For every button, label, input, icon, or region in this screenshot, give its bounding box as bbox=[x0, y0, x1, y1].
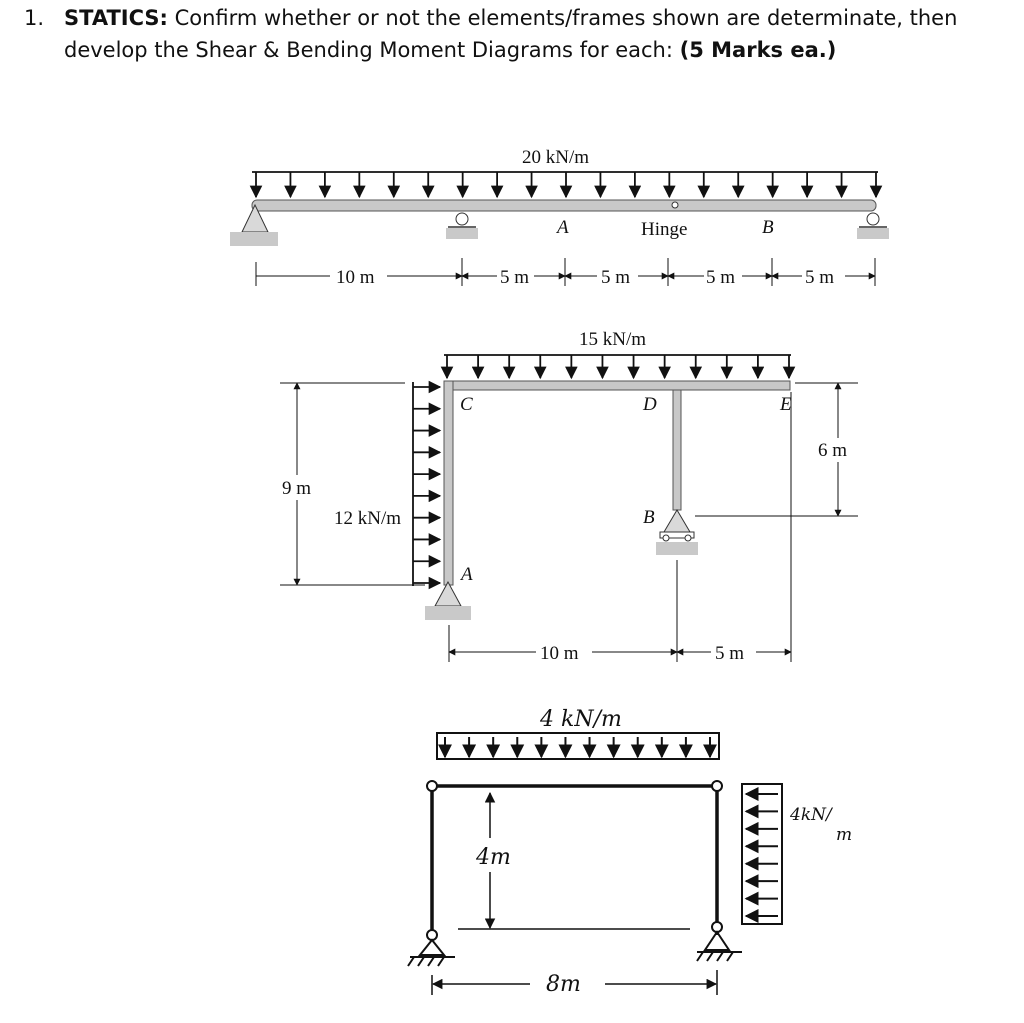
question-line-2-text: develop the Shear & Bending Moment Diagrams for each: bbox=[64, 38, 680, 62]
fig1-dim-3: 5 m bbox=[601, 267, 631, 288]
fig3-pin-support-right bbox=[697, 922, 742, 961]
fig1-hinge-label: Hinge bbox=[641, 219, 688, 240]
fig1-dim-1: 10 m bbox=[336, 267, 375, 288]
fig1-hinge-pin bbox=[672, 202, 678, 208]
fig3-side-load-unit: m bbox=[836, 825, 853, 845]
marks-label: (5 Marks ea.) bbox=[679, 38, 837, 62]
fig1-beam-member bbox=[252, 200, 876, 211]
fig3-joint-right bbox=[712, 781, 722, 791]
fig2-column-db bbox=[673, 390, 681, 510]
fig2-pin-support-a bbox=[425, 582, 471, 620]
fig1-roller-support-end bbox=[857, 213, 889, 239]
figure-2-frame bbox=[280, 329, 858, 664]
fig3-top-load-label: 4 kN/m bbox=[540, 707, 622, 732]
fig2-point-b: B bbox=[643, 507, 655, 528]
fig3-frame-members bbox=[432, 786, 717, 935]
fig3-pin-support-left bbox=[408, 930, 455, 966]
fig1-dim-2: 5 m bbox=[500, 267, 530, 288]
question-line-1-text: Confirm whether or not the elements/frames shown are determinate, then bbox=[167, 6, 958, 30]
fig2-span-right: 5 m bbox=[715, 643, 745, 664]
fig1-point-b: B bbox=[762, 217, 774, 238]
fig2-side-distributed-load bbox=[413, 382, 440, 586]
fig1-roller-support-1 bbox=[446, 213, 478, 239]
fig1-dim-4: 5 m bbox=[706, 267, 736, 288]
fig3-top-distributed-load bbox=[437, 733, 719, 759]
fig3-joint-left bbox=[427, 781, 437, 791]
fig2-span-left: 10 m bbox=[540, 643, 579, 664]
fig2-column-ac bbox=[444, 381, 453, 585]
fig1-load-label: 20 kN/m bbox=[522, 147, 590, 168]
fig1-distributed-load bbox=[252, 172, 878, 197]
fig2-point-a: A bbox=[461, 564, 473, 585]
fig2-point-d: D bbox=[643, 394, 657, 415]
statics-heading: STATICS: bbox=[64, 6, 168, 30]
fig3-side-load-label: 4kN/ bbox=[790, 805, 832, 825]
fig2-side-load-label: 12 kN/m bbox=[334, 508, 402, 529]
fig2-height-right: 6 m bbox=[818, 440, 848, 461]
figure-1-beam bbox=[230, 147, 889, 288]
fig1-dim-5: 5 m bbox=[805, 267, 835, 288]
fig2-height-total: 9 m bbox=[282, 478, 312, 499]
fig1-point-a: A bbox=[557, 217, 569, 238]
fig2-top-load-label: 15 kN/m bbox=[579, 329, 647, 350]
fig2-beam-member bbox=[444, 381, 790, 390]
fig2-point-e: E bbox=[780, 394, 792, 415]
fig3-span-label: 8m bbox=[546, 972, 581, 997]
fig3-height-label: 4m bbox=[476, 845, 511, 870]
figure-3-sketch-frame bbox=[408, 707, 852, 997]
fig2-roller-support-b bbox=[656, 510, 698, 555]
fig3-side-distributed-load bbox=[742, 784, 782, 924]
fig2-point-c: C bbox=[460, 394, 473, 415]
question-number: 1. bbox=[24, 6, 45, 30]
fig2-top-distributed-load bbox=[444, 355, 791, 378]
